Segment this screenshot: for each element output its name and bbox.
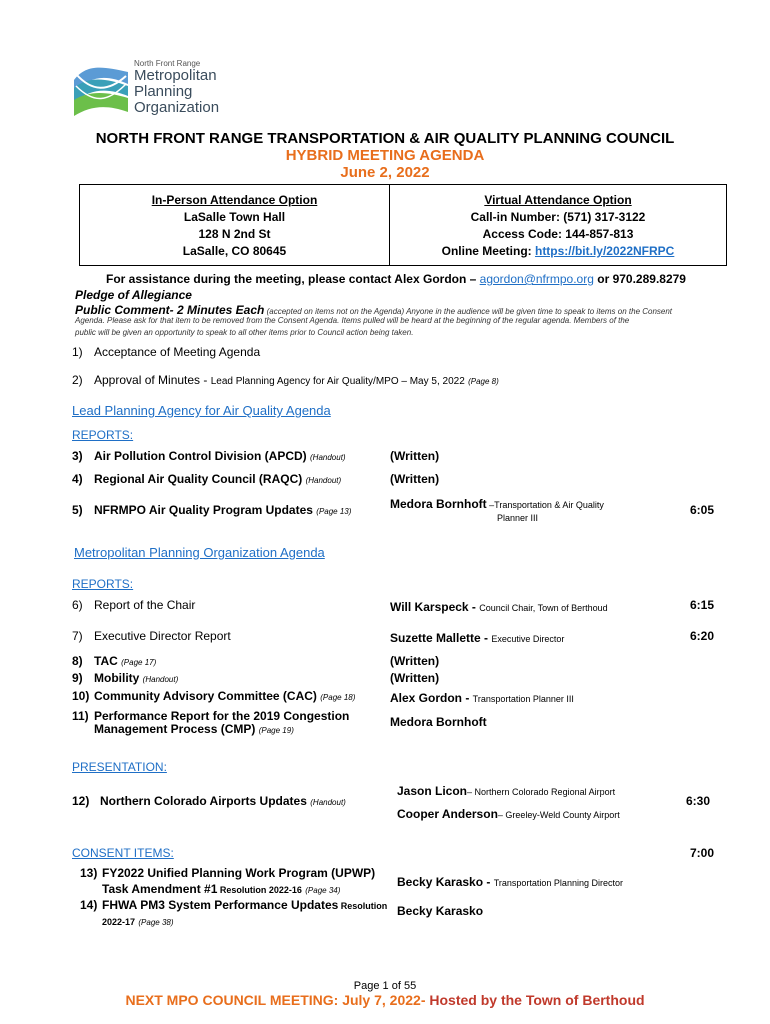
presenter-name: Alex Gordon -	[390, 691, 473, 705]
item-page-note: (Page 18)	[320, 693, 356, 702]
document-title: NORTH FRONT RANGE TRANSPORTATION & AIR QUALITY PLANNING COUNCIL	[95, 130, 675, 147]
presenter-role: –Transportation & Air Quality	[486, 500, 604, 510]
item-page-note: (Page 34)	[305, 886, 341, 895]
assistance-prefix: For assistance during the meeting, please contact Alex Gordon –	[106, 272, 480, 286]
presenter-name: Will Karspeck -	[390, 600, 480, 614]
item-6-time: 6:15	[690, 598, 715, 612]
item-12-presenter-1	[397, 782, 615, 800]
item-label: Acceptance of Meeting Agenda	[94, 345, 261, 359]
page-number: Page 1 of 55	[353, 980, 417, 992]
agenda-item-3	[72, 449, 346, 463]
assistance-suffix: or 970.289.8279	[593, 272, 686, 286]
item-label: Approval of Minutes -	[94, 373, 211, 387]
attendance-options-table	[79, 184, 727, 266]
in-person-street: 128 N 2nd St	[198, 227, 271, 241]
item-4-presenter: (Written)	[390, 472, 440, 486]
agenda-item-11	[72, 709, 349, 723]
item-label: FHWA PM3 System Performance Updates	[102, 898, 339, 912]
agenda-item-5	[72, 503, 351, 517]
item-number: 8)	[72, 654, 83, 668]
item-number: 11)	[72, 709, 89, 723]
item-number: 7)	[72, 629, 83, 643]
presenter-role: – Greeley-Weld County Airport	[497, 810, 620, 820]
consent-label: CONSENT ITEMS:	[72, 846, 174, 860]
agenda-subtitle: HYBRID MEETING AGENDA	[285, 147, 485, 164]
item-label: Performance Report for the 2019 Congestion	[94, 709, 350, 723]
agenda-item-7	[72, 629, 231, 643]
item-12-presenter-2	[397, 805, 620, 823]
item-label: Northern Colorado Airports Updates	[100, 794, 307, 808]
item-number: 3)	[72, 449, 83, 463]
item-label-line-2: Task Amendment #1	[102, 882, 218, 896]
in-person-heading: In-Person Attendance Option	[151, 193, 318, 207]
presenter-name: Jason Licon	[397, 784, 468, 798]
public-comment-text-2: Agenda. Please ask for that item to be removed from the Consent Agenda. Items pulled will be heard at the beginning of the regular agenda. Members of the	[75, 316, 630, 325]
presenter-role: – Northern Colorado Regional Airport	[467, 787, 616, 797]
item-number: 2)	[72, 373, 83, 387]
item-label: Community Advisory Committee (CAC)	[94, 689, 317, 703]
next-meeting-notice	[0, 992, 770, 1008]
item-label: Regional Air Quality Council (RAQC)	[94, 472, 303, 486]
logo-line-1: North Front Range	[134, 59, 201, 68]
item-13-presenter	[397, 873, 623, 891]
presentation-label: PRESENTATION:	[72, 760, 167, 774]
in-person-venue: LaSalle Town Hall	[183, 210, 286, 224]
item-5-presenter-role-line-2: Planner III	[497, 513, 539, 523]
item-page-note: (Handout)	[305, 476, 342, 485]
agenda-item-4	[72, 472, 341, 486]
item-page-note: (Page 13)	[316, 507, 352, 516]
online-meeting	[390, 243, 726, 260]
virtual-heading: Virtual Attendance Option	[484, 193, 632, 207]
assistance-email-link[interactable]: agordon@nfrmpo.org	[479, 272, 594, 286]
presenter-role: Executive Director	[491, 634, 565, 644]
mpo-section-title: Metropolitan Planning Organization Agenda	[74, 545, 325, 560]
presenter-name: Becky Karasko -	[397, 875, 494, 889]
item-12-time: 6:30	[686, 794, 711, 808]
mpo-logo	[72, 60, 232, 120]
presenter-name: Cooper Anderson	[397, 807, 498, 821]
agenda-item-13-line-2	[102, 882, 340, 896]
item-8-presenter: (Written)	[390, 654, 440, 668]
agenda-item-12	[72, 794, 346, 808]
agenda-item-9	[72, 671, 178, 685]
presenter-name: Suzette Mallette -	[390, 631, 492, 645]
item-page-note: (Handout)	[310, 453, 346, 462]
item-5-time: 6:05	[690, 503, 715, 517]
public-comment-text-3: public will be given an opportunity to speak to all other items prior to Council action being taken.	[75, 328, 414, 337]
in-person-option	[80, 192, 389, 260]
item-resolution-line-2: 2022-17	[102, 917, 136, 927]
agenda-item-10	[72, 689, 355, 703]
item-detail: Lead Planning Agency for Air Quality/MPO – May 5, 2022	[210, 376, 465, 387]
agenda-item-6	[72, 598, 195, 612]
item-number: 9)	[72, 671, 83, 685]
item-label-line-2: Management Process (CMP)	[94, 722, 256, 736]
item-number: 6)	[72, 598, 83, 612]
pledge-of-allegiance: Pledge of Allegiance	[75, 288, 192, 302]
online-meeting-link[interactable]: https://bit.ly/2022NFRPC	[534, 244, 675, 258]
presenter-role: Transportation Planner III	[472, 694, 574, 704]
item-label: Executive Director Report	[94, 629, 231, 643]
lpa-section-title: Lead Planning Agency for Air Quality Agenda	[72, 403, 331, 418]
logo-line-4: Organization	[134, 98, 220, 116]
item-page-note: (Handout)	[310, 798, 346, 807]
item-label: Mobility	[94, 671, 140, 685]
agenda-item-8	[72, 654, 156, 668]
item-number: 5)	[72, 503, 83, 517]
agenda-item-14	[80, 898, 387, 912]
mpo-reports-label: REPORTS:	[72, 577, 134, 591]
logo-line-2: Metropolitan	[134, 67, 217, 85]
item-page-note: (Page 8)	[468, 377, 499, 386]
access-code: Access Code: 144-857-813	[482, 227, 634, 241]
item-page-note: (Handout)	[142, 675, 179, 684]
item-page-note: (Page 38)	[138, 918, 174, 927]
agenda-item-1	[72, 345, 260, 359]
item-number: 14)	[80, 898, 98, 912]
item-label: Air Pollution Control Division (APCD)	[94, 449, 307, 463]
mpo-logo-icon	[72, 62, 130, 118]
next-meeting-host: Hosted by the Town of Berthoud	[429, 992, 645, 1008]
logo-line-3: Planning	[134, 83, 193, 101]
item-page-note: (Page 17)	[121, 658, 157, 667]
presenter-name: Medora Bornhoft	[390, 497, 487, 511]
item-9-presenter: (Written)	[390, 671, 440, 685]
item-number: 10)	[72, 689, 90, 703]
item-number: 1)	[72, 345, 83, 359]
item-10-presenter	[390, 689, 574, 707]
presenter-role: Transportation Planning Director	[493, 878, 623, 888]
public-comment-label: Public Comment- 2 Minutes Each	[75, 303, 265, 317]
item-number: 13)	[80, 866, 98, 880]
assistance-line	[106, 272, 686, 286]
item-7-presenter	[390, 629, 564, 647]
online-meeting-label: Online Meeting:	[441, 244, 535, 258]
agenda-item-11-line-2	[94, 722, 294, 736]
agenda-item-2	[72, 373, 499, 387]
call-in-number: Call-in Number: (571) 317-3122	[470, 210, 646, 224]
item-5-presenter	[390, 495, 604, 513]
item-11-presenter: Medora Bornhoft	[390, 715, 487, 729]
item-6-presenter	[390, 598, 608, 616]
item-label: Report of the Chair	[94, 598, 196, 612]
in-person-city: LaSalle, CO 80645	[182, 244, 287, 258]
next-meeting-date: NEXT MPO COUNCIL MEETING: July 7, 2022-	[125, 992, 430, 1008]
item-14-presenter: Becky Karasko	[397, 904, 484, 918]
lpa-reports-label: REPORTS:	[72, 428, 134, 442]
public-comment-text-1: (accepted on items not on the Agenda) Anyone in the audience will be given time to speak to items on the Consent	[264, 307, 673, 316]
agenda-item-14-line-2	[102, 914, 174, 928]
item-label: FY2022 Unified Planning Work Program (UPWP)	[102, 866, 376, 880]
item-3-presenter: (Written)	[390, 449, 440, 463]
item-label: TAC	[94, 654, 118, 668]
agenda-item-13	[80, 866, 375, 880]
consent-time: 7:00	[690, 846, 715, 860]
item-7-time: 6:20	[690, 629, 715, 643]
meeting-date: June 2, 2022	[340, 164, 430, 181]
item-label: NFRMPO Air Quality Program Updates	[94, 503, 313, 517]
item-resolution: Resolution	[338, 901, 388, 911]
item-number: 12)	[72, 794, 90, 808]
item-resolution: Resolution 2022-16	[217, 885, 302, 895]
item-page-note: (Page 19)	[258, 726, 294, 735]
presenter-role: Council Chair, Town of Berthoud	[479, 603, 608, 613]
item-number: 4)	[72, 472, 83, 486]
virtual-option	[390, 192, 726, 260]
